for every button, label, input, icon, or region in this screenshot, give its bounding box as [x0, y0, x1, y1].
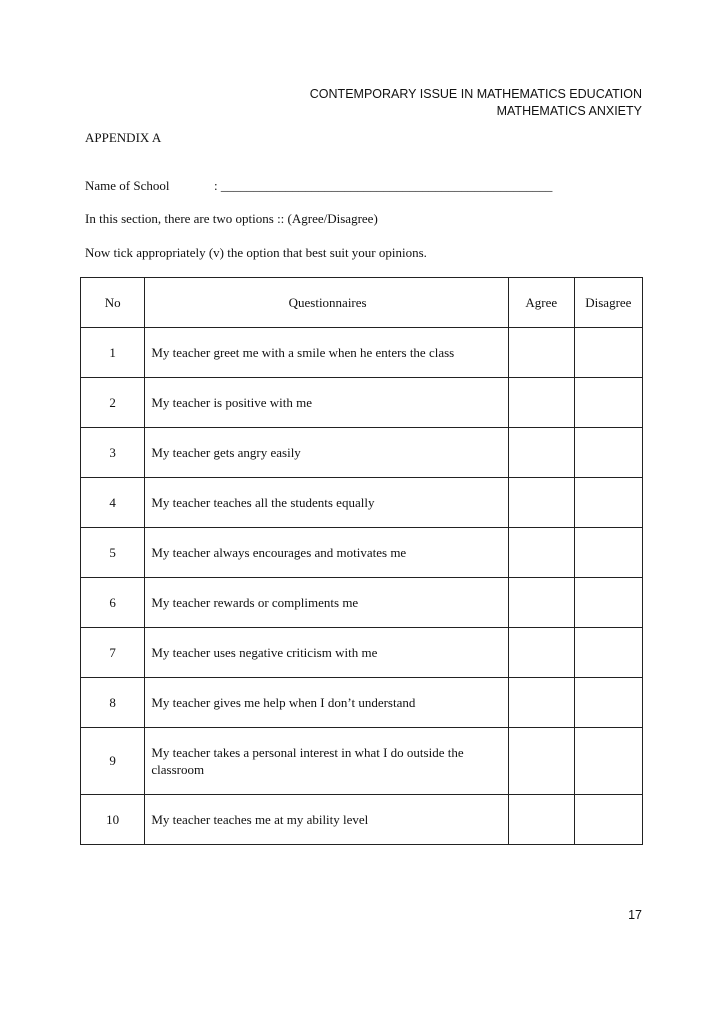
question-text: My teacher is positive with me: [145, 378, 509, 428]
header-disagree: Disagree: [574, 278, 642, 328]
row-number: 4: [81, 478, 145, 528]
tick-instruction: Now tick appropriately (v) the option that best suit your opinions.: [85, 245, 427, 260]
table-row: [81, 578, 643, 628]
table-row: [81, 378, 643, 428]
question-text: My teacher teaches all the students equally: [145, 478, 509, 528]
disagree-cell[interactable]: [574, 728, 642, 795]
table-row: [81, 628, 643, 678]
disagree-cell[interactable]: [574, 578, 642, 628]
row-number: 8: [81, 678, 145, 728]
row-number: 2: [81, 378, 145, 428]
options-instruction: In this section, there are two options :: (Agree/Disagree): [85, 211, 378, 226]
agree-cell[interactable]: [508, 628, 574, 678]
table-row: [81, 678, 643, 728]
document-header: [310, 86, 642, 120]
question-text: My teacher greet me with a smile when he enters the class: [145, 328, 509, 378]
school-name-label: Name of School: [85, 178, 170, 193]
table-row: [81, 428, 643, 478]
question-text: My teacher gives me help when I don’t understand: [145, 678, 509, 728]
agree-cell[interactable]: [508, 728, 574, 795]
header-agree: Agree: [508, 278, 574, 328]
row-number: 7: [81, 628, 145, 678]
agree-cell[interactable]: [508, 528, 574, 578]
agree-cell[interactable]: [508, 428, 574, 478]
disagree-cell[interactable]: [574, 678, 642, 728]
table-row: [81, 328, 643, 378]
table-row: [81, 728, 643, 795]
agree-cell[interactable]: [508, 378, 574, 428]
agree-cell[interactable]: [508, 678, 574, 728]
disagree-cell[interactable]: [574, 478, 642, 528]
agree-cell[interactable]: [508, 795, 574, 845]
row-number: 9: [81, 728, 145, 795]
table-header-row: [81, 278, 643, 328]
question-text: My teacher always encourages and motivates me: [145, 528, 509, 578]
header-topic-title: MATHEMATICS ANXIETY: [496, 104, 642, 118]
row-number: 3: [81, 428, 145, 478]
question-text: My teacher uses negative criticism with me: [145, 628, 509, 678]
row-number: 6: [81, 578, 145, 628]
page-number: 17: [628, 908, 642, 922]
question-text: My teacher takes a personal interest in what I do outside the classroom: [145, 728, 509, 795]
disagree-cell[interactable]: [574, 628, 642, 678]
table-row: [81, 478, 643, 528]
disagree-cell[interactable]: [574, 428, 642, 478]
disagree-cell[interactable]: [574, 328, 642, 378]
disagree-cell[interactable]: [574, 528, 642, 578]
questionnaire-table: [80, 277, 643, 845]
table-row: [81, 795, 643, 845]
header-no: No: [81, 278, 145, 328]
disagree-cell[interactable]: [574, 795, 642, 845]
agree-cell[interactable]: [508, 478, 574, 528]
agree-cell[interactable]: [508, 328, 574, 378]
row-number: 10: [81, 795, 145, 845]
row-number: 5: [81, 528, 145, 578]
header-course-title: CONTEMPORARY ISSUE IN MATHEMATICS EDUCATION: [309, 87, 642, 101]
agree-cell[interactable]: [508, 578, 574, 628]
question-text: My teacher teaches me at my ability level: [145, 795, 509, 845]
table-row: [81, 528, 643, 578]
question-text: My teacher rewards or compliments me: [145, 578, 509, 628]
appendix-title: APPENDIX A: [85, 130, 162, 145]
header-questionnaires: Questionnaires: [145, 278, 509, 328]
disagree-cell[interactable]: [574, 378, 642, 428]
row-number: 1: [81, 328, 145, 378]
school-name-field[interactable]: : ___________________________________________________: [214, 178, 553, 193]
question-text: My teacher gets angry easily: [145, 428, 509, 478]
